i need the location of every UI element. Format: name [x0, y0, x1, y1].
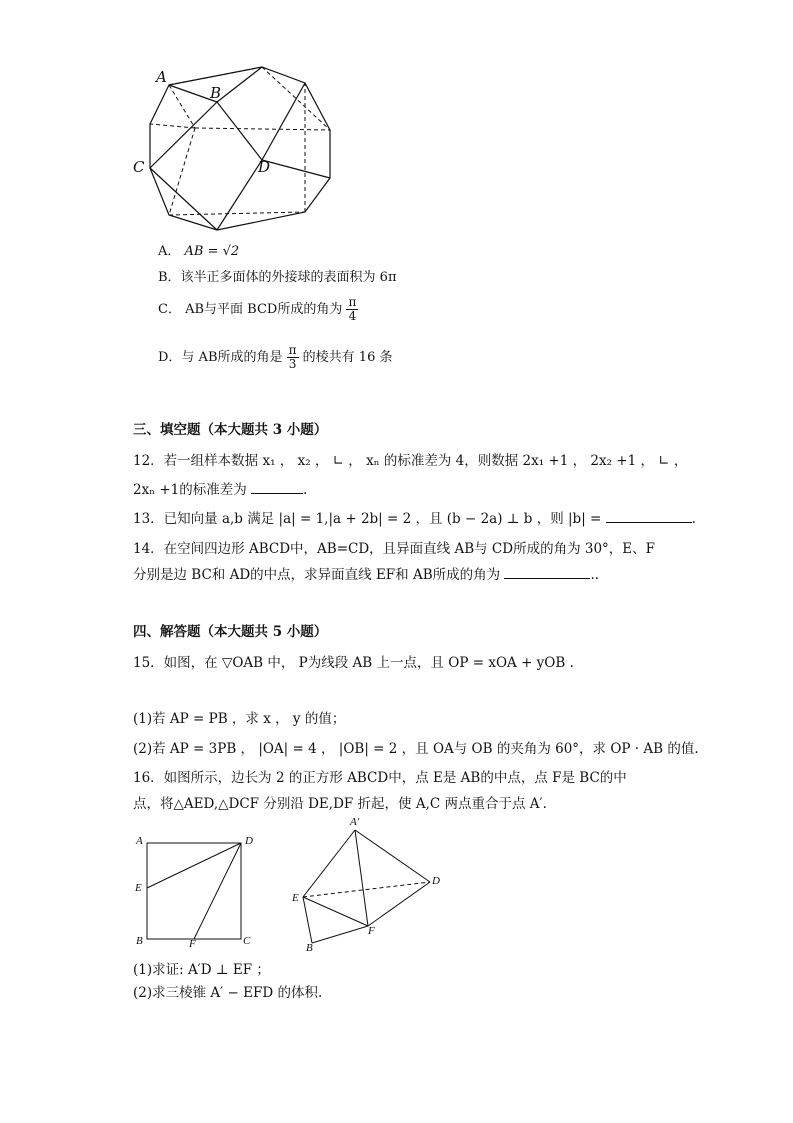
option-d-prefix: D．与 AB所成的角是	[158, 350, 283, 365]
section4-title: 四、解答题（本大题共 5 小题）	[133, 624, 328, 640]
label-b: B	[210, 84, 222, 102]
fold-label-b: B	[306, 942, 313, 954]
option-d-fraction: $\frac{\pi}{3}$	[288, 343, 297, 371]
label-a: A	[156, 68, 167, 86]
sq-label-c: C	[243, 935, 251, 947]
sq-label-e: E	[135, 882, 142, 894]
option-c-prefix: C．	[158, 302, 181, 317]
q12-line1: 12．若一组样本数据 x₁ ， x₂ ， ∟ ， xₙ 的标准差为 4，则数据 2x₁ +1 ， 2x₂ +1 ， ∟ ，	[133, 453, 688, 469]
q12-period: .	[303, 482, 308, 498]
q16-line2: 点，将△AED,△DCF 分别沿 DE,DF 折起，使 A,C 两点重合于点 A′.	[133, 796, 547, 812]
q12-text: 2xₙ +1的标准差为	[133, 482, 247, 498]
option-b-text: B．该半正多面体的外接球的表面积为 6π	[158, 270, 397, 285]
option-c-text: AB与平面 BCD所成的角为	[185, 302, 343, 317]
label-d: D	[258, 158, 271, 176]
q16-part2: (2)求三棱锥 A′ − EFD 的体积.	[133, 985, 323, 1001]
q13-period: .	[691, 511, 696, 527]
fold-label-e: E	[292, 892, 299, 904]
q14-line1: 14．在空间四边形 ABCD中，AB=CD，且异面直线 AB与 CD所成的角为 30°，E、F	[133, 541, 656, 557]
sq-label-d: D	[245, 835, 253, 847]
q16-part1: (1)求证: A′D ⊥ EF ；	[133, 962, 270, 978]
q15-line1: 15．如图，在 ▽OAB 中， P为线段 AB 上一点，且 OP = xOA + yOB .	[133, 655, 574, 671]
q16-line1: 16．如图所示，边长为 2 的正方形 ABCD中，点 E是 AB的中点，点 F是 BC的中	[133, 770, 627, 786]
option-c-fraction: $\frac{\pi}{4}$	[348, 295, 357, 323]
option-a-prefix: A．	[158, 244, 181, 259]
label-c: C	[133, 158, 145, 176]
section3-title: 三、填空题（本大题共 3 小题）	[133, 422, 328, 438]
q15-part1: (1)若 AP = PB ，求 x ， y 的值；	[133, 711, 346, 727]
sq-label-b: B	[136, 935, 143, 947]
option-d-suffix: 的棱共有 16 条	[302, 350, 393, 365]
q15-part2: (2)若 AP = 3PB ， |OA| = 4 ， |OB| = 2 ，且 OA与 OB 的夹角为 60°，求 OP · AB 的值.	[133, 741, 699, 757]
q14-period: ..	[590, 567, 600, 583]
q14-text: 分别是边 BC和 AD的中点，求异面直线 EF和 AB所成的角为	[133, 567, 501, 583]
sq-label-a: A	[136, 835, 143, 847]
q13-text: 13．已知向量 a,b 满足 |a| = 1,|a + 2b| = 2 ，且 (b − 2a) ⊥ b ，则 |b| =	[133, 511, 602, 527]
fold-label-f: F	[368, 925, 375, 937]
sq-label-f: F	[189, 938, 196, 950]
fold-label-a-prime: A′	[350, 816, 360, 828]
option-a-expr: AB = √2	[184, 244, 240, 259]
fold-label-d: D	[432, 875, 440, 887]
